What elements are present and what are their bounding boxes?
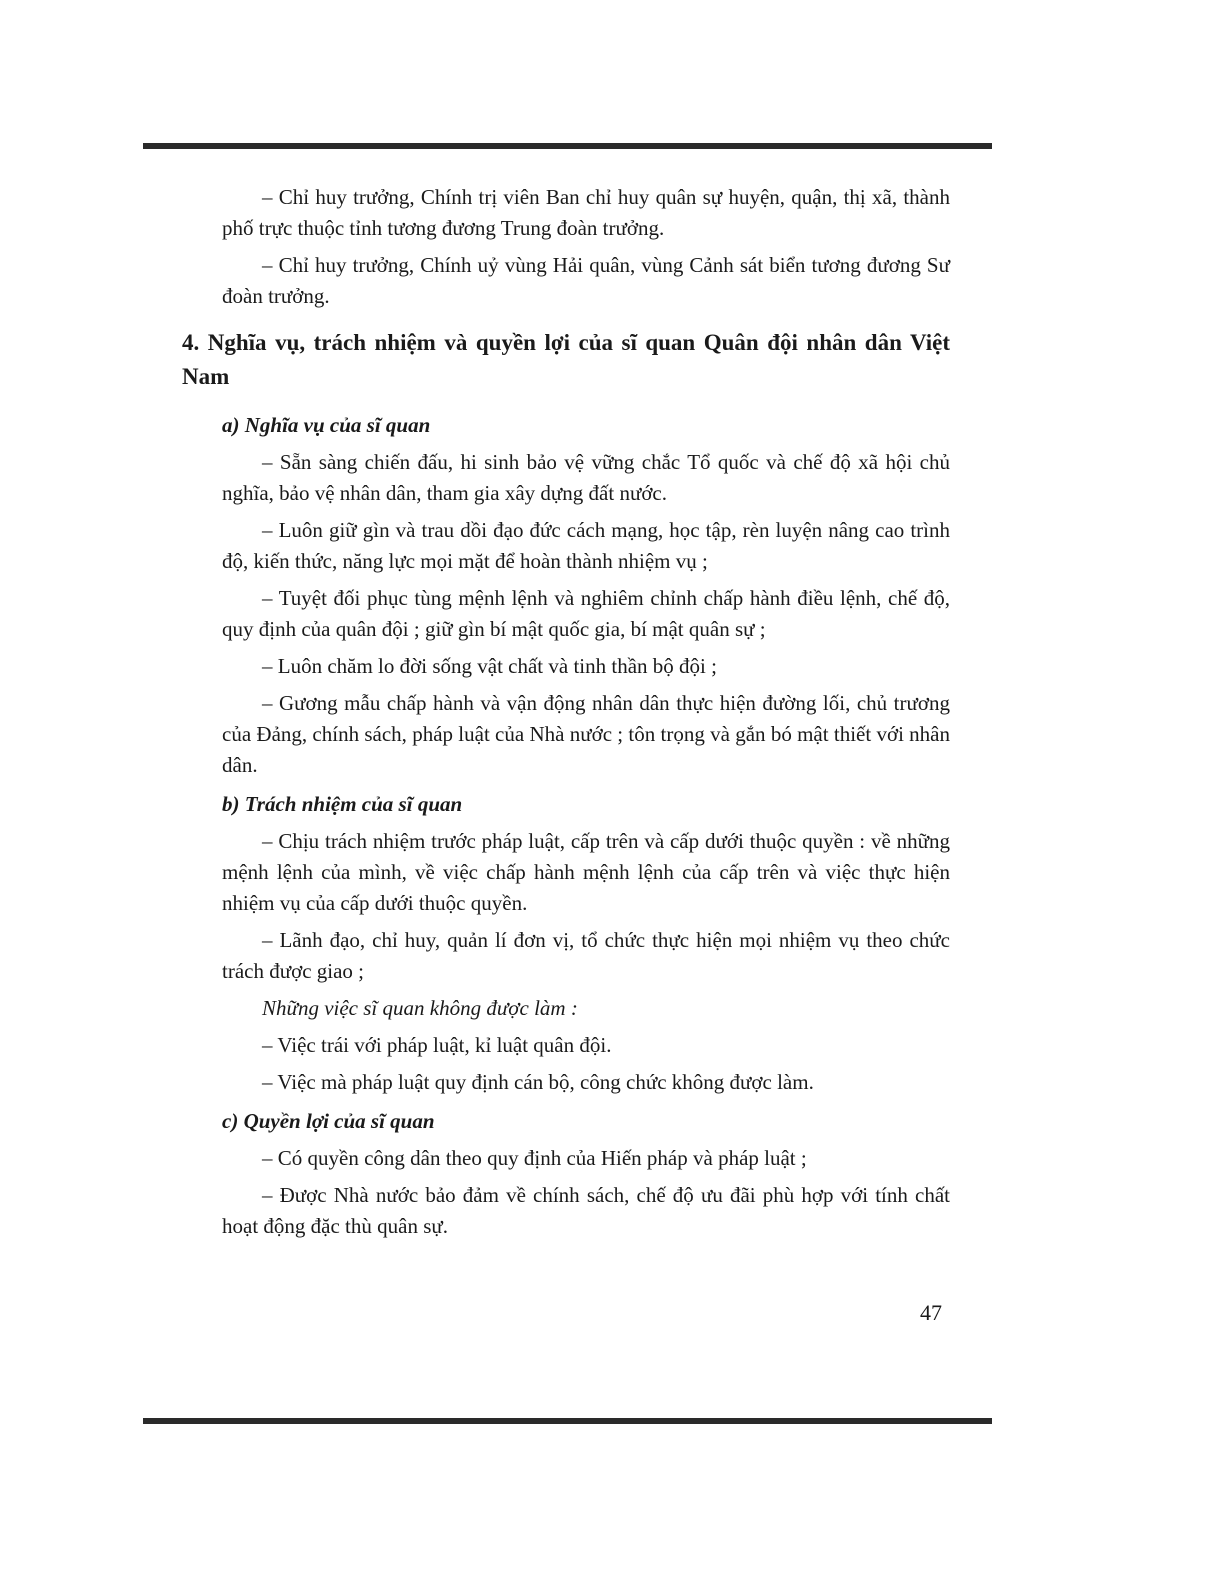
part-a-paragraph: – Tuyệt đối phục tùng mệnh lệnh và nghiêm chỉnh chấp hành điều lệnh, chế độ, quy định của quân đội ; giữ gìn bí mật quốc gia, bí mật quân sự ; — [222, 586, 950, 641]
page-number: 47 — [920, 1300, 942, 1325]
section-title: 4. Nghĩa vụ, trách nhiệm và quyền lợi của sĩ quan Quân đội nhân dân Việt Nam — [182, 330, 950, 389]
part-a-heading: a) Nghĩa vụ của sĩ quan — [222, 413, 431, 437]
intro-paragraph: – Chỉ huy trưởng, Chính uỷ vùng Hải quân, vùng Cảnh sát biển tương đương Sư đoàn trưởng. — [222, 253, 950, 308]
prohibited-item: – Việc trái với pháp luật, kỉ luật quân đội. — [262, 1033, 612, 1057]
part-a-paragraph: – Sẵn sàng chiến đấu, hi sinh bảo vệ vững chắc Tổ quốc và chế độ xã hội chủ nghĩa, bảo vệ nhân dân, tham gia xây dựng đất nước. — [222, 450, 950, 505]
part-a-paragraph: – Luôn giữ gìn và trau dồi đạo đức cách mạng, học tập, rèn luyện nâng cao trình độ, kiến thức, năng lực mọi mặt để hoàn thành nhiệm vụ ; — [222, 518, 950, 573]
prohibited-item: – Việc mà pháp luật quy định cán bộ, công chức không được làm. — [262, 1070, 814, 1094]
prohibited-label: Những việc sĩ quan không được làm : — [262, 996, 578, 1020]
intro-block — [222, 182, 950, 318]
part-c-paragraph: – Được Nhà nước bảo đảm về chính sách, chế độ ưu đãi phù hợp với tính chất hoạt động đặc thù quân sự. — [222, 1183, 950, 1238]
top-rule — [143, 143, 992, 149]
part-a-paragraph: – Luôn chăm lo đời sống vật chất và tinh thần bộ đội ; — [262, 654, 717, 678]
part-c-heading: c) Quyền lợi của sĩ quan — [222, 1109, 435, 1133]
part-b-paragraph: – Lãnh đạo, chỉ huy, quản lí đơn vị, tổ chức thực hiện mọi nhiệm vụ theo chức trách được giao ; — [222, 928, 950, 983]
part-b-heading: b) Trách nhiệm của sĩ quan — [222, 792, 463, 816]
intro-paragraph: – Chỉ huy trưởng, Chính trị viên Ban chỉ huy quân sự huyện, quận, thị xã, thành phố trực thuộc tỉnh tương đương Trung đoàn trưởng. — [222, 185, 950, 240]
part-c-paragraph: – Có quyền công dân theo quy định của Hiến pháp và pháp luật ; — [262, 1146, 807, 1170]
bottom-rule — [143, 1418, 992, 1424]
section-body — [222, 410, 950, 1248]
part-a-paragraph: – Gương mẫu chấp hành và vận động nhân dân thực hiện đường lối, chủ trương của Đảng, chính sách, pháp luật của Nhà nước ; tôn trọng và gắn bó mật thiết với nhân dân. — [222, 691, 950, 777]
part-b-paragraph: – Chịu trách nhiệm trước pháp luật, cấp trên và cấp dưới thuộc quyền : về những mệnh lệnh của mình, về việc chấp hành mệnh lệnh của cấp trên và việc thực hiện nhiệm vụ của cấp dưới thuộc quyền. — [222, 829, 950, 915]
